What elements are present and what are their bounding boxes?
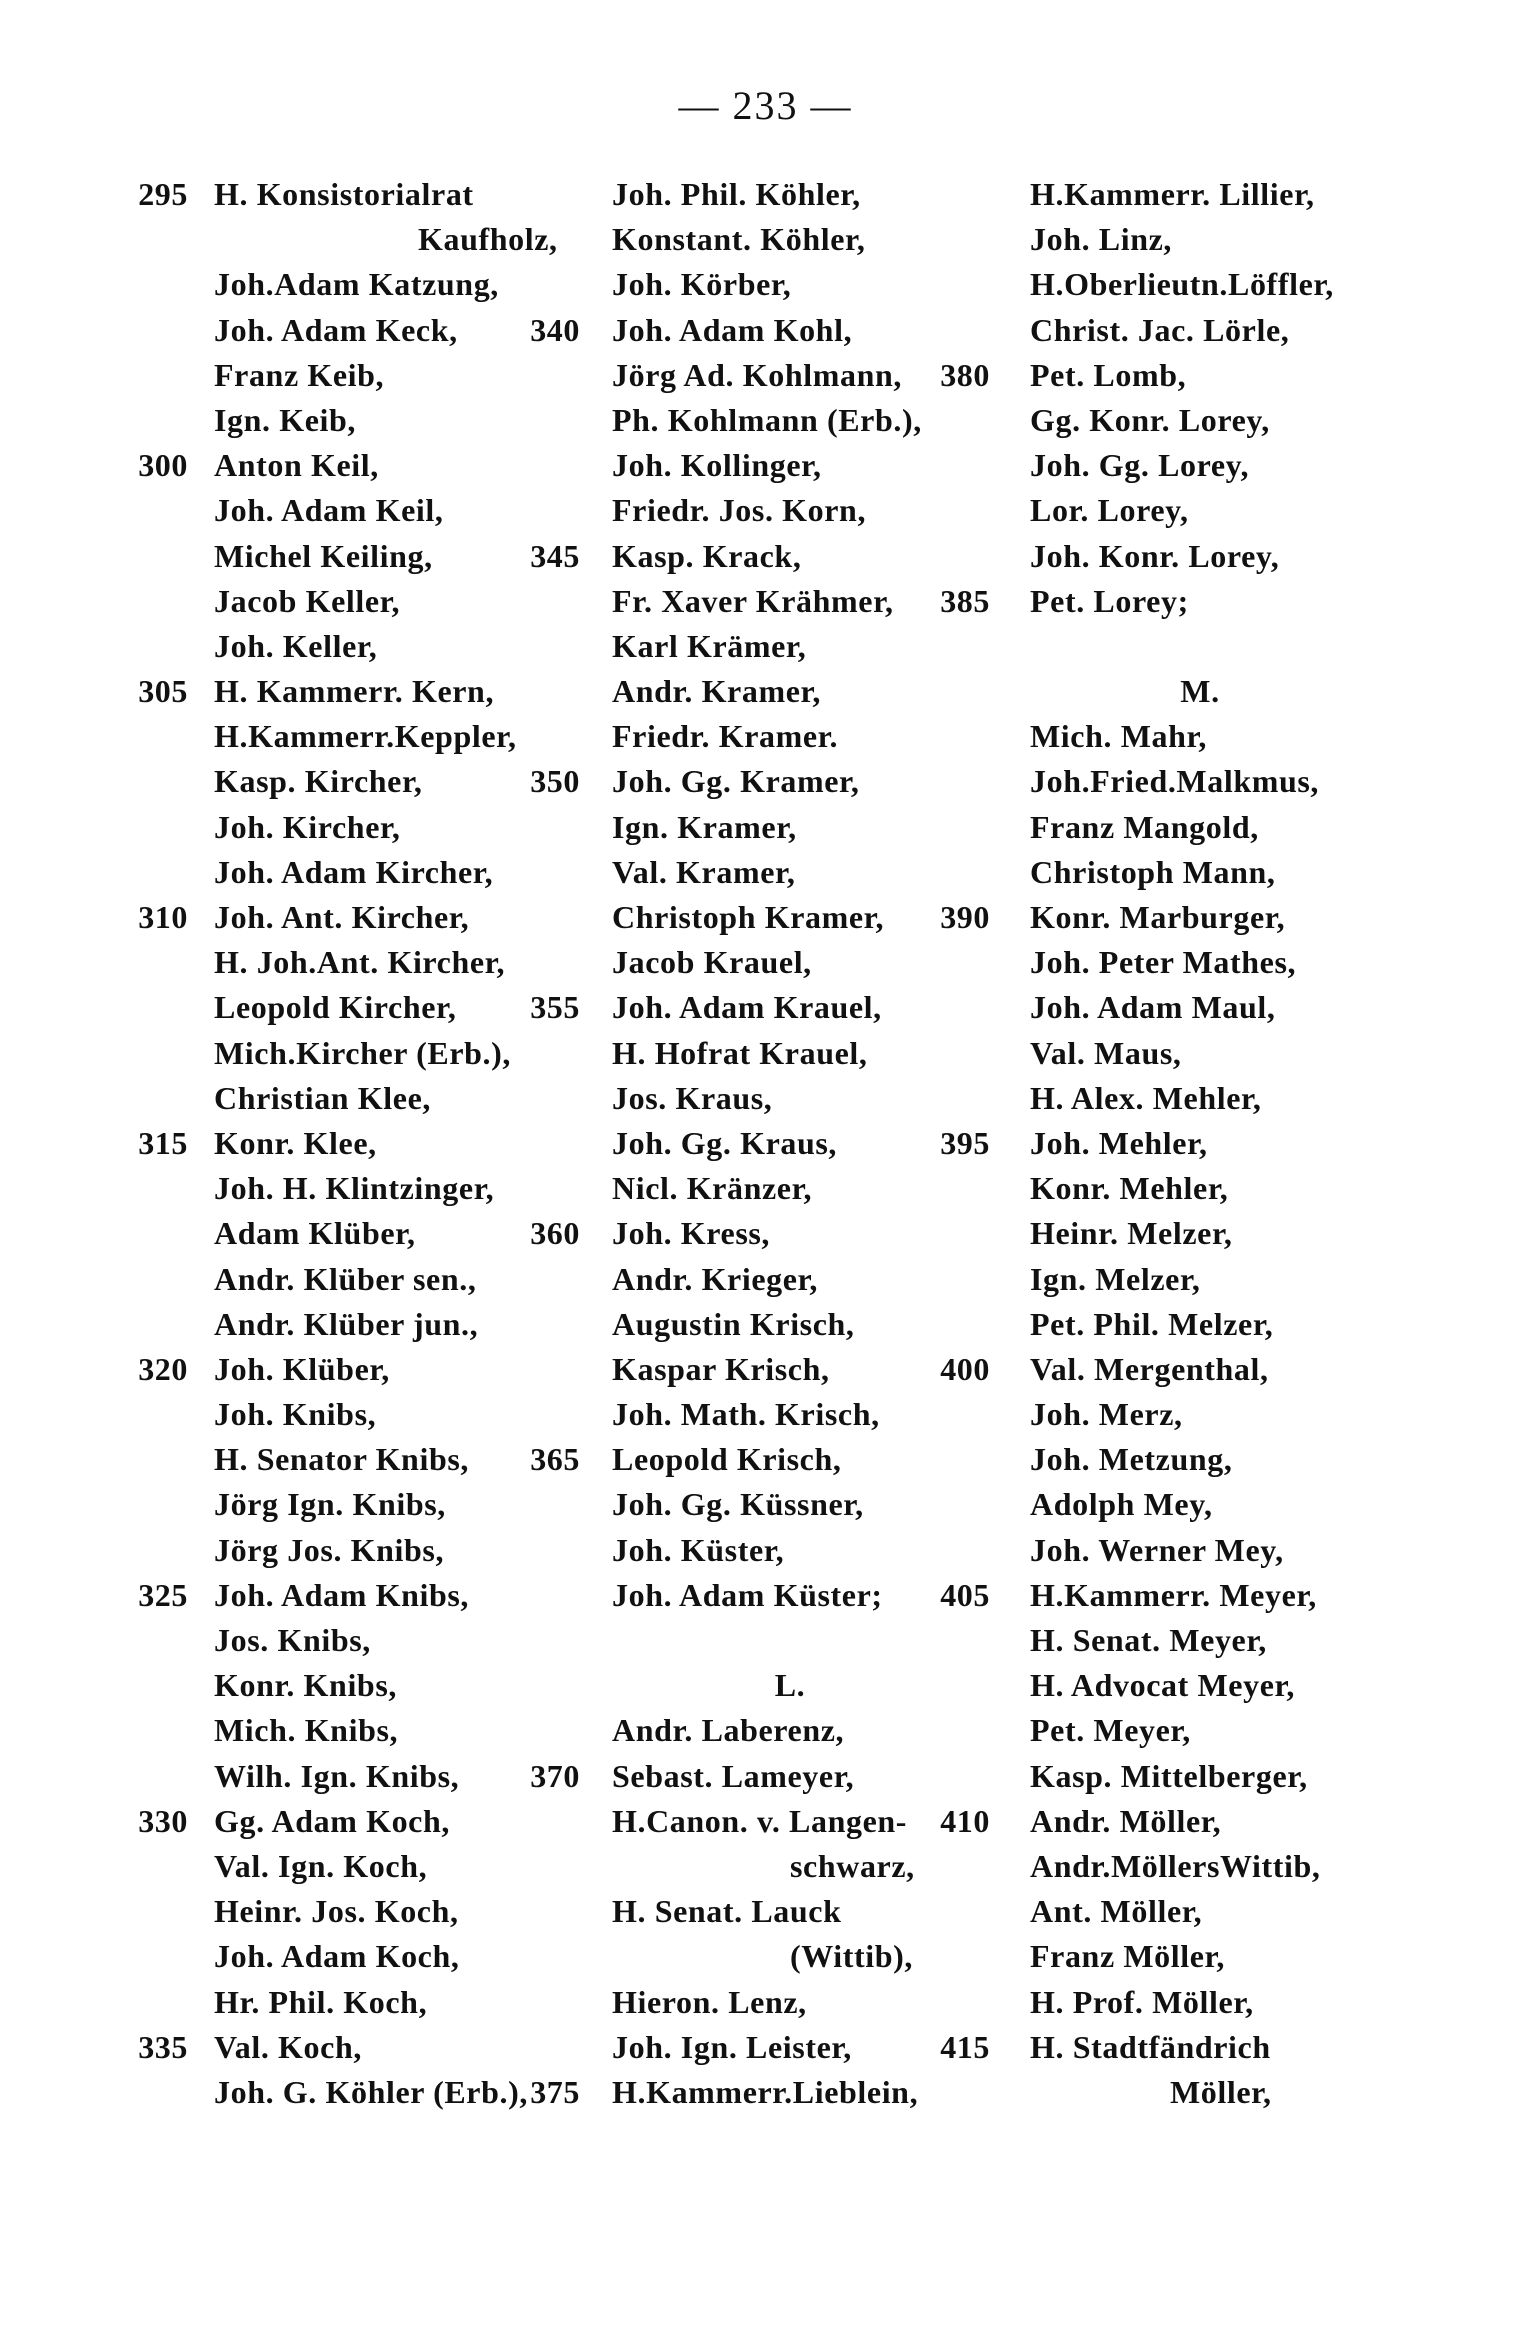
list-item — [930, 2070, 1410, 2115]
entry-name: Joh. Keller, — [214, 627, 378, 664]
entry-number: 415 — [940, 2028, 990, 2065]
list-item — [520, 217, 1000, 262]
list-item — [520, 1076, 1000, 1121]
section-letter-heading — [520, 1663, 1000, 1708]
list-item — [930, 1844, 1410, 1889]
entry-name: Franz Mangold, — [1030, 808, 1259, 845]
list-item — [930, 1257, 1410, 1302]
list-item — [930, 714, 1410, 759]
list-item — [520, 308, 1000, 353]
entry-number: 375 — [530, 2073, 580, 2110]
list-item — [520, 262, 1000, 307]
entry-name: Franz Keib, — [214, 356, 385, 393]
entry-name: Franz Möller, — [1030, 1938, 1226, 1975]
entry-name: Joh.Fried.Malkmus, — [1030, 763, 1320, 800]
entry-number: 300 — [138, 447, 188, 484]
list-item — [930, 172, 1410, 217]
entry-name: Joh. Werner Mey, — [1030, 1531, 1284, 1568]
entry-name: Mich.Kircher (Erb.), — [214, 1034, 511, 1071]
entry-number: 315 — [138, 1124, 188, 1161]
list-item — [930, 985, 1410, 1030]
section-letter-heading — [930, 669, 1410, 714]
list-item — [930, 443, 1410, 488]
section-letter: M. — [1180, 673, 1220, 710]
list-item — [930, 353, 1410, 398]
entry-number: 385 — [940, 582, 990, 619]
entry-name: Joh. Merz, — [1030, 1396, 1183, 1433]
entry-name: Joh. H. Klintzinger, — [214, 1170, 495, 1207]
entry-name: Leopold Krisch, — [612, 1441, 842, 1478]
entry-number: 310 — [138, 899, 188, 935]
list-item — [520, 488, 1000, 533]
entry-name: Konr. Mehler, — [1030, 1170, 1229, 1207]
list-item — [930, 1663, 1410, 1708]
entry-name: Pet. Lorey; — [1030, 582, 1189, 619]
entry-name: H.Kammerr.Lieblein, — [612, 2073, 919, 2110]
entry-name: H. Prof. Möller, — [1030, 1983, 1254, 2020]
entry-name: Joh. Adam Kircher, — [214, 853, 494, 890]
list-item — [930, 895, 1410, 940]
entry-name: Val. Ign. Koch, — [214, 1847, 428, 1884]
entry-number: 295 — [138, 176, 188, 212]
column-right — [930, 172, 1410, 2115]
entry-name: Heinr. Melzer, — [1030, 1215, 1233, 1252]
entry-number: 350 — [530, 763, 580, 800]
list-item — [520, 398, 1000, 443]
list-item — [520, 1708, 1000, 1753]
list-item — [520, 1166, 1000, 1211]
entry-number: 395 — [940, 1124, 990, 1161]
entry-name: Andr. Krieger, — [612, 1260, 819, 1297]
list-item — [930, 759, 1410, 804]
entry-name: Joh. Kollinger, — [612, 447, 822, 484]
entry-name: Joh.Adam Katzung, — [214, 266, 499, 303]
entry-number: 370 — [530, 1757, 580, 1794]
list-item — [930, 850, 1410, 895]
entry-name: Sebast. Lameyer, — [612, 1757, 855, 1794]
entry-name: Christian Klee, — [214, 1079, 431, 1116]
list-item — [520, 2070, 1000, 2115]
list-item — [930, 579, 1410, 624]
entry-name: Joh. Linz, — [1030, 221, 1173, 258]
entry-name: Pet. Meyer, — [1030, 1712, 1191, 1749]
entry-name: H. Konsistorialrat — [214, 176, 474, 212]
entry-name: Adam Klüber, — [214, 1215, 416, 1252]
entry-name: Joh. Küster, — [612, 1531, 785, 1568]
entry-name: Joh. Ign. Leister, — [612, 2028, 852, 2065]
list-item — [930, 534, 1410, 579]
entry-name: H. Kammerr. Kern, — [214, 673, 495, 710]
entry-name: Heinr. Jos. Koch, — [214, 1893, 459, 1930]
entry-name: Gg. Konr. Lorey, — [1030, 401, 1270, 438]
list-item — [930, 398, 1410, 443]
list-item — [520, 805, 1000, 850]
entry-name: Andr. Klüber sen., — [214, 1260, 477, 1297]
entry-name: Joh. Adam Kohl, — [612, 311, 853, 348]
list-item — [520, 172, 1000, 217]
entry-name: Ign. Melzer, — [1030, 1260, 1201, 1297]
entry-name: Christoph Kramer, — [612, 899, 885, 935]
entry-name: Jos. Knibs, — [214, 1622, 371, 1658]
entry-name: Adolph Mey, — [1030, 1486, 1213, 1523]
page-number: — 233 — — [678, 83, 853, 128]
list-item — [520, 1934, 1000, 1979]
list-item — [520, 1528, 1000, 1573]
entry-name: H. Senat. Meyer, — [1030, 1622, 1267, 1658]
list-item — [930, 1754, 1410, 1799]
entry-name: Christ. Jac. Lörle, — [1030, 311, 1290, 348]
list-item — [520, 1482, 1000, 1527]
entry-name: Joh. Math. Krisch, — [612, 1396, 880, 1433]
entry-name: Andr.MöllersWittib, — [1030, 1847, 1321, 1884]
list-item — [520, 985, 1000, 1030]
entry-name: Hr. Phil. Koch, — [214, 1983, 428, 2020]
entry-name: Kasp. Mittelberger, — [1030, 1757, 1308, 1794]
list-item — [520, 1889, 1000, 1934]
list-item — [930, 1211, 1410, 1256]
list-item — [930, 1437, 1410, 1482]
list-item — [930, 1031, 1410, 1076]
entry-name: Konr. Klee, — [214, 1124, 377, 1161]
entry-name: Pet. Phil. Melzer, — [1030, 1305, 1274, 1342]
entry-name: Val. Maus, — [1030, 1034, 1182, 1071]
list-item — [520, 1980, 1000, 2025]
entry-number: 340 — [530, 311, 580, 348]
entry-name: Joh. Gg. Kraus, — [612, 1124, 838, 1161]
entry-name: Gg. Adam Koch, — [214, 1802, 450, 1839]
entry-name: Joh. Adam Küster; — [612, 1576, 883, 1613]
entry-name: H.Kammerr.Keppler, — [214, 718, 517, 755]
entry-name: Joh. Mehler, — [1030, 1124, 1208, 1161]
entry-name: Joh. Adam Koch, — [214, 1938, 460, 1975]
entry-name: Joh. Gg. Küssner, — [612, 1486, 864, 1523]
entry-name: Jacob Keller, — [214, 582, 401, 619]
list-item — [520, 443, 1000, 488]
list-item — [930, 1799, 1410, 1844]
entry-number: 390 — [940, 899, 990, 935]
list-item — [520, 1302, 1000, 1347]
list-item — [930, 1980, 1410, 2025]
list-item — [930, 1889, 1410, 1934]
list-item — [520, 1437, 1000, 1482]
entry-name: Fr. Xaver Krähmer, — [612, 582, 894, 619]
list-item — [930, 1528, 1410, 1573]
list-item — [930, 1121, 1410, 1166]
entry-name: Michel Keiling, — [214, 537, 433, 574]
entry-name: Joh. Adam Krauel, — [612, 989, 882, 1026]
entry-name: Friedr. Kramer. — [612, 718, 839, 755]
entry-name: Jörg Ad. Kohlmann, — [612, 356, 902, 393]
entry-number: 400 — [940, 1350, 990, 1387]
entry-name: Joh. Knibs, — [214, 1396, 377, 1433]
list-item — [930, 262, 1410, 307]
list-item — [520, 1844, 1000, 1889]
entry-name: Kasp. Kircher, — [214, 763, 423, 800]
list-item — [520, 1031, 1000, 1076]
entry-number: 305 — [138, 673, 188, 710]
entry-name: Karl Krämer, — [612, 627, 807, 664]
list-item — [930, 1618, 1410, 1663]
entry-name: Hieron. Lenz, — [612, 1983, 807, 2020]
entry-name: Pet. Lomb, — [1030, 356, 1187, 393]
list-item — [930, 1708, 1410, 1753]
entry-name: H. Stadtfändrich — [1030, 2028, 1271, 2065]
entry-name: Jörg Jos. Knibs, — [214, 1531, 445, 1568]
list-item — [520, 759, 1000, 804]
entry-name: Friedr. Jos. Korn, — [612, 492, 867, 529]
entry-number: 410 — [940, 1802, 990, 1839]
entry-name: Joh. Kress, — [612, 1215, 771, 1252]
entry-name: H.Oberlieutn.Löffler, — [1030, 266, 1334, 303]
entry-name: Lor. Lorey, — [1030, 492, 1189, 529]
entry-name: Joh. Klüber, — [214, 1350, 390, 1387]
entry-name: Joh. Adam Keil, — [214, 492, 444, 529]
list-item — [520, 850, 1000, 895]
list-item — [520, 624, 1000, 669]
list-item — [930, 624, 1410, 669]
list-item — [930, 1573, 1410, 1618]
list-item — [930, 488, 1410, 533]
entry-name: Val. Kramer, — [612, 853, 796, 890]
entry-name: Joh. Adam Knibs, — [214, 1576, 470, 1613]
entry-name: Joh. Kircher, — [214, 808, 401, 845]
entry-name: (Wittib), — [790, 1938, 914, 1975]
entry-name: H. Senat. Lauck — [612, 1893, 842, 1930]
entry-number: 335 — [138, 2028, 188, 2065]
list-item — [520, 669, 1000, 714]
entry-name: Andr. Klüber jun., — [214, 1305, 479, 1342]
entry-name: schwarz, — [790, 1847, 915, 1884]
entry-number: 355 — [530, 989, 580, 1026]
entry-name: Konr. Marburger, — [1030, 899, 1286, 935]
list-item — [930, 1934, 1410, 1979]
entry-number: 325 — [138, 1576, 188, 1613]
entry-number: 360 — [530, 1215, 580, 1252]
list-item — [520, 1754, 1000, 1799]
entry-name: Joh. Körber, — [612, 266, 792, 303]
entry-name: Andr. Laberenz, — [612, 1712, 845, 1749]
entry-number: 330 — [138, 1802, 188, 1839]
list-item — [930, 308, 1410, 353]
entry-name: H. Senator Knibs, — [214, 1441, 469, 1478]
list-item — [930, 1347, 1410, 1392]
entry-number: 365 — [530, 1441, 580, 1478]
list-item — [930, 1076, 1410, 1121]
entry-name: Andr. Möller, — [1030, 1802, 1222, 1839]
list-item — [520, 534, 1000, 579]
entry-name: Ant. Möller, — [1030, 1893, 1203, 1930]
entry-name: Jos. Kraus, — [612, 1079, 773, 1116]
entry-name: Ph. Kohlmann (Erb.), — [612, 401, 922, 438]
entry-name: Möller, — [1170, 2073, 1272, 2110]
entry-name: Joh. Konr. Lorey, — [1030, 537, 1280, 574]
entry-name: Leopold Kircher, — [214, 989, 457, 1026]
entry-name: Joh. G. Köhler (Erb.), — [214, 2073, 528, 2110]
entry-name: Jacob Krauel, — [612, 944, 812, 981]
entry-name: Joh. Metzung, — [1030, 1441, 1233, 1478]
entry-number: 345 — [530, 537, 580, 574]
list-item — [520, 714, 1000, 759]
entry-name: Joh. Phil. Köhler, — [612, 176, 861, 212]
entry-name: Christoph Mann, — [1030, 853, 1276, 890]
list-item — [520, 1257, 1000, 1302]
entry-name: Kaspar Krisch, — [612, 1350, 830, 1387]
entry-name: Wilh. Ign. Knibs, — [214, 1757, 460, 1794]
entry-name: H.Kammerr. Meyer, — [1030, 1576, 1317, 1613]
entry-name: Jörg Ign. Knibs, — [214, 1486, 446, 1523]
entry-name: Ign. Kramer, — [612, 808, 797, 845]
entry-name: Joh. Adam Keck, — [214, 311, 458, 348]
entry-number: 320 — [138, 1350, 188, 1387]
entry-name: Kaufholz, — [418, 221, 558, 258]
list-item — [520, 1392, 1000, 1437]
list-item — [520, 940, 1000, 985]
entry-name: Kasp. Krack, — [612, 537, 802, 574]
list-item — [930, 805, 1410, 850]
entry-name: H.Canon. v. Langen- — [612, 1802, 908, 1839]
entry-number: 405 — [940, 1576, 990, 1613]
list-item — [930, 217, 1410, 262]
entry-name: Val. Koch, — [214, 2028, 362, 2065]
entry-name: Mich. Mahr, — [1030, 718, 1207, 755]
entry-name: Joh. Gg. Lorey, — [1030, 447, 1250, 484]
list-item — [930, 940, 1410, 985]
list-item — [930, 2025, 1410, 2070]
entry-name: Augustin Krisch, — [612, 1305, 855, 1342]
entry-name: Andr. Kramer, — [612, 673, 821, 710]
list-item — [930, 1482, 1410, 1527]
entry-number: 380 — [940, 356, 990, 393]
entry-name: H.Kammerr. Lillier, — [1030, 176, 1315, 212]
entry-name: Nicl. Kränzer, — [612, 1170, 813, 1207]
list-item — [930, 1166, 1410, 1211]
list-item — [520, 1618, 1000, 1663]
entry-name: H. Alex. Mehler, — [1030, 1079, 1262, 1116]
entry-name: Mich. Knibs, — [214, 1712, 399, 1749]
entry-name: H. Advocat Meyer, — [1030, 1667, 1295, 1704]
entry-name: Val. Mergenthal, — [1030, 1350, 1269, 1387]
list-item — [930, 1392, 1410, 1437]
entry-name: Joh. Peter Mathes, — [1030, 944, 1297, 981]
list-item — [930, 1302, 1410, 1347]
list-item — [520, 1211, 1000, 1256]
section-letter: L. — [774, 1667, 806, 1704]
entry-name: Ign. Keib, — [214, 401, 357, 438]
entry-name: Joh. Adam Maul, — [1030, 989, 1276, 1026]
entry-name: Joh. Gg. Kramer, — [612, 763, 860, 800]
entry-name: H. Joh.Ant. Kircher, — [214, 944, 506, 981]
entry-name: Anton Keil, — [214, 447, 379, 484]
entry-name: Konstant. Köhler, — [612, 221, 866, 258]
entry-name: Konr. Knibs, — [214, 1667, 397, 1704]
entry-name: Joh. Ant. Kircher, — [214, 899, 470, 935]
entry-name: H. Hofrat Krauel, — [612, 1034, 868, 1071]
